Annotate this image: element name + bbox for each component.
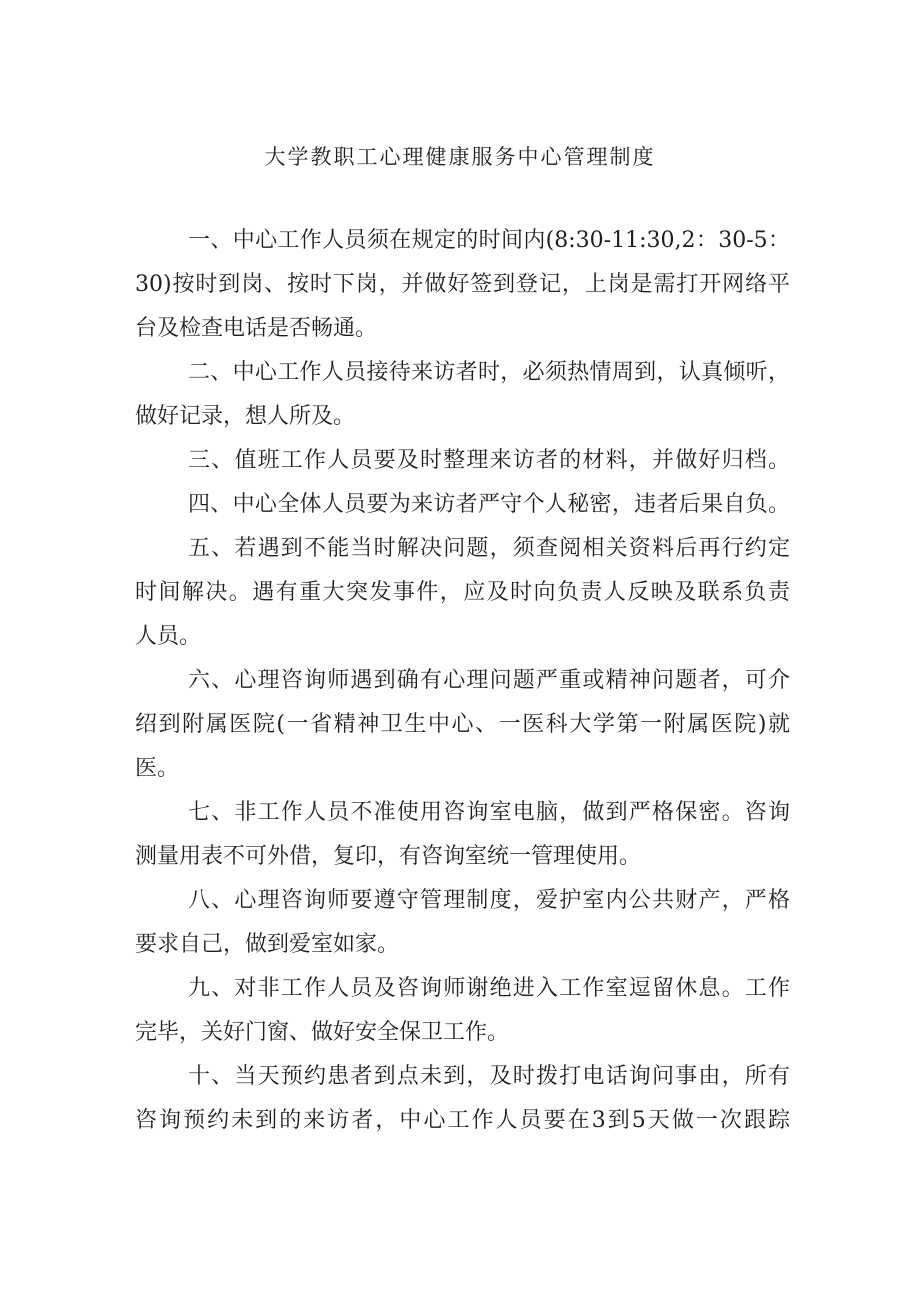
paragraph-line: 三、值班工作人员要及时整理来访者的材料，并做好归档。 [188,448,790,473]
paragraph-line: 台及检查电话是否畅通。 [135,316,378,341]
paragraph-line: 五、若遇到不能当时解决问题，须查阅相关资料后再行约定 [188,536,790,561]
paragraph-line: 二、中心工作人员接待来访者时，必须热情周到，认真倾听， [188,360,790,385]
paragraph-10 [135,1055,790,1143]
paragraph-4 [135,483,790,527]
paragraph-5 [135,527,790,659]
paragraph-6 [135,659,790,791]
paragraph-line: 绍到附属医院(一省精神卫生中心、一医科大学第一附属医院)就 [135,712,790,737]
document-body [135,219,790,1143]
paragraph-9 [135,967,790,1055]
paragraph-line: 八、心理咨询师要遵守管理制度，爱护室内公共财产，严格 [188,888,790,913]
paragraph-line: 30)按时到岗、按时下岗，并做好签到登记，上岗是需打开网络平 [135,272,790,297]
paragraph-3 [135,439,790,483]
paragraph-7 [135,791,790,879]
paragraph-2 [135,351,790,439]
paragraph-line: 四、中心全体人员要为来访者严守个人秘密，违者后果自负。 [188,492,790,517]
paragraph-line: 一、中心工作人员须在规定的时间内(8:30-11:30,2：30-5： [188,228,790,253]
paragraph-line: 十、当天预约患者到点未到，及时拨打电话询问事由，所有 [188,1064,790,1089]
paragraph-line: 要求自己，做到爱室如家。 [135,932,400,957]
paragraph-line: 人员。 [135,624,202,649]
paragraph-1 [135,219,790,351]
paragraph-line: 咨询预约未到的来访者，中心工作人员要在3到5天做一次跟踪 [135,1108,790,1133]
paragraph-line: 七、非工作人员不准使用咨询室电脑，做到严格保密。咨询 [188,800,790,825]
paragraph-line: 完毕，关好门窗、做好安全保卫工作。 [135,1020,510,1045]
document-title: 大学教职工心理健康服务中心管理制度 [264,145,656,169]
paragraph-line: 医。 [135,756,180,781]
paragraph-line: 时间解决。遇有重大突发事件，应及时向负责人反映及联系负责 [135,580,790,605]
paragraph-line: 六、心理咨询师遇到确有心理问题严重或精神问题者，可介 [188,668,790,693]
paragraph-8 [135,879,790,967]
paragraph-line: 测量用表不可外借，复印，有咨询室统一管理使用。 [135,844,642,869]
paragraph-line: 做好记录，想人所及。 [135,404,356,429]
paragraph-line: 九、对非工作人员及咨询师谢绝进入工作室逗留休息。工作 [188,976,790,1001]
